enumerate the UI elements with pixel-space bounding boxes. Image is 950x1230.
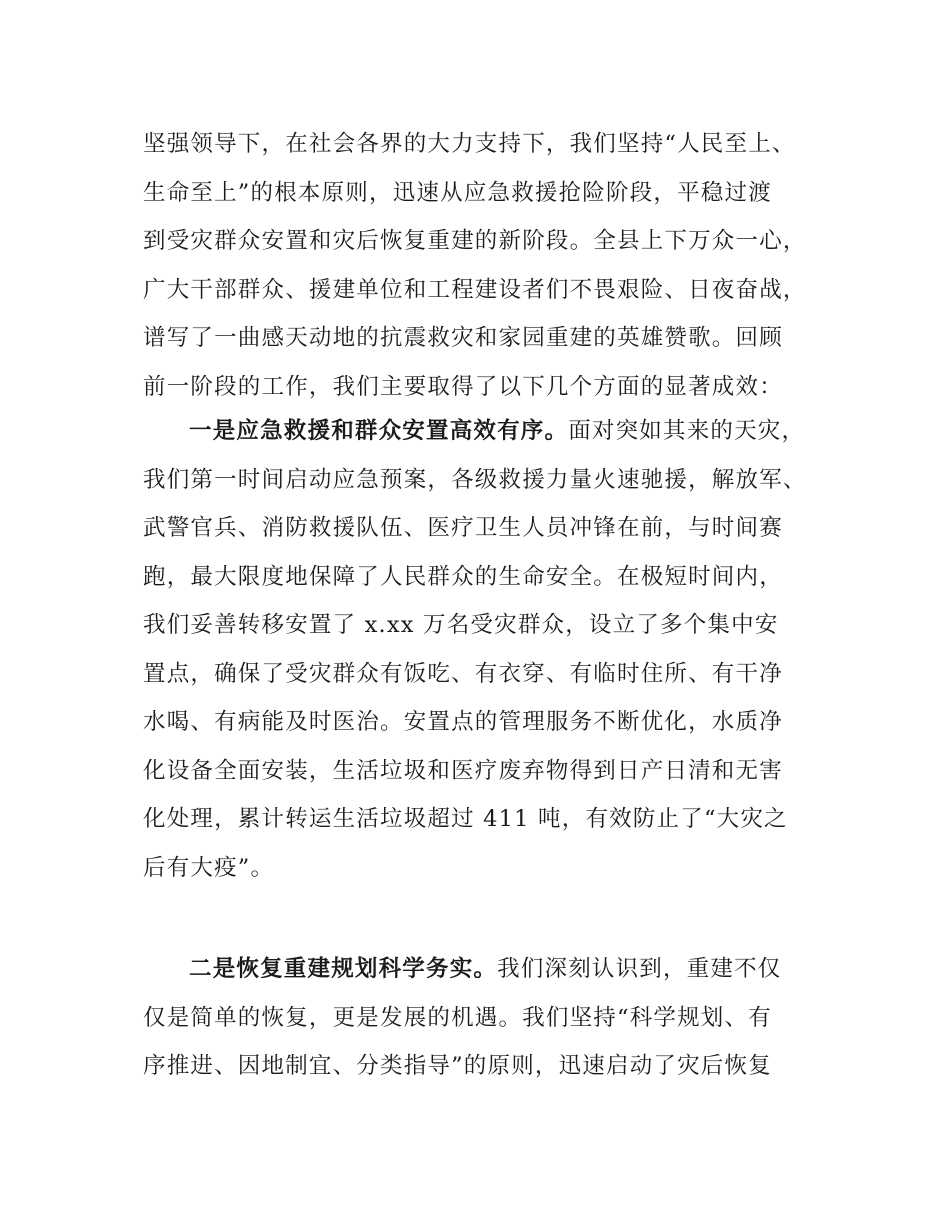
text-span: 我们深刻认识到，重建不仅 bbox=[497, 956, 782, 982]
text-line: 置点，确保了受灾群众有饭吃、有衣穿、有临时住所、有干净 bbox=[143, 660, 783, 687]
paragraph-reconstruction-planning bbox=[143, 945, 823, 1091]
text-line: 我们第一时间启动应急预案，各级救援力量火速驰援，解放军、 bbox=[143, 466, 807, 493]
text-line: 谱写了一曲感天动地的抗震救灾和家园重建的英雄赞歌。回顾 bbox=[143, 325, 783, 351]
paragraph-heading: 二是恢复重建规划科学务实。 bbox=[189, 956, 498, 982]
text-line: 武警官兵、消防救援队伍、医疗卫生人员冲锋在前，与时间赛 bbox=[143, 515, 783, 541]
paragraph-first-line bbox=[143, 945, 823, 994]
text-line: 我们妥善转移安置了 x.xx 万名受灾群众，设立了多个集中安 bbox=[143, 612, 779, 638]
text-span: 面对突如其来的天灾， bbox=[568, 418, 806, 444]
paragraph-first-line bbox=[143, 407, 823, 456]
paragraph-heading: 一是应急救援和群众安置高效有序。 bbox=[189, 418, 569, 444]
text-line: 跑，最大限度地保障了人民群众的生命安全。在极短时间内， bbox=[143, 563, 783, 590]
text-line: 仅是简单的恢复，更是发展的机遇。我们坚持“科学规划、有 bbox=[143, 1004, 772, 1031]
text-line: 后有大疫”。 bbox=[143, 854, 275, 881]
text-line: 水喝、有病能及时医治。安置点的管理服务不断优化，水质净 bbox=[143, 709, 783, 735]
paragraph-emergency-rescue bbox=[143, 407, 823, 892]
paragraph-intro bbox=[143, 120, 823, 411]
text-line: 广大干部群众、援建单位和工程建设者们不畏艰险、日夜奋战， bbox=[143, 276, 807, 303]
text-line: 到受灾群众安置和灾后恢复重建的新阶段。全县上下万众一心， bbox=[143, 228, 807, 254]
text-line: 坚强领导下，在社会各界的大力支持下，我们坚持“人民至上、 bbox=[143, 131, 796, 157]
text-line: 化设备全面安装，生活垃圾和医疗废弃物得到日产日清和无害 bbox=[143, 757, 783, 784]
text-line: 生命至上”的根本原则，迅速从应急救援抢险阶段，平稳过渡 bbox=[143, 179, 772, 206]
text-line: 化处理，累计转运生活垃圾超过 411 吨，有效防止了“大灾之 bbox=[143, 806, 788, 832]
text-line: 前一阶段的工作，我们主要取得了以下几个方面的显著成效： bbox=[143, 373, 783, 400]
text-line: 序推进、因地制宜、分类指导”的原则，迅速启动了灾后恢复 bbox=[143, 1053, 772, 1079]
